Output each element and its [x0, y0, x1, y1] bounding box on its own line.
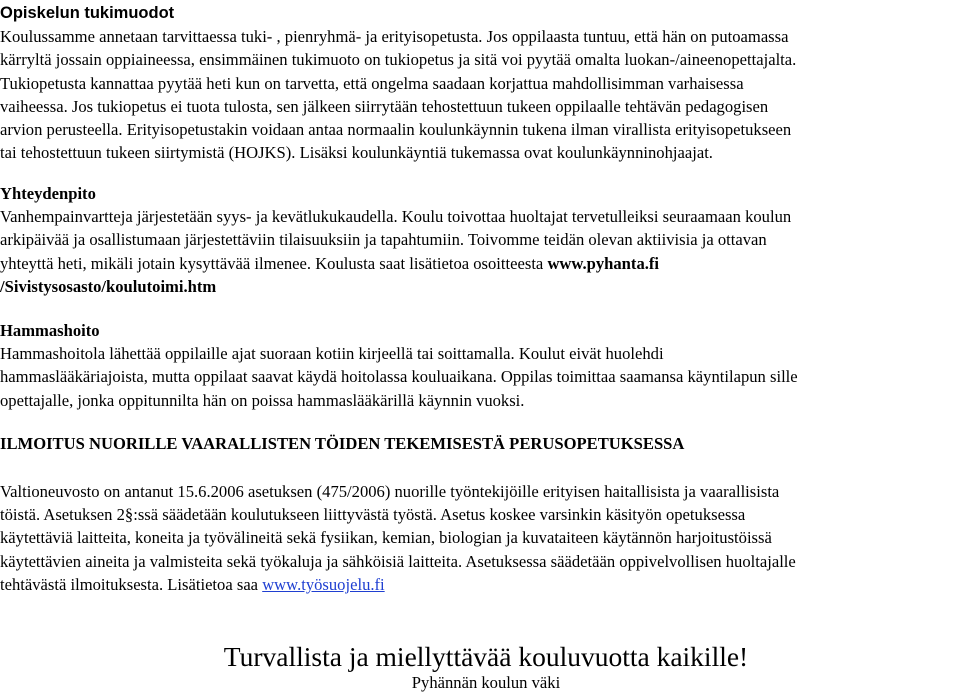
- section-yhteydenpito: [0, 182, 791, 298]
- section-ilmoitus-heading: [0, 432, 684, 455]
- closing-signature: Pyhännän koulun väki: [411, 673, 561, 692]
- paragraph-line: käytettävien aineita ja valmisteita sekä työkaluja ja sähköisiä laitteita. Asetuksessa säädetään oppivelvollisen huoltajalle: [0, 551, 796, 571]
- closing-slogan: Turvallista ja miellyttävää kouluvuotta kaikille!: [223, 641, 749, 672]
- paragraph-line: arkipäivää ja osallistumaan järjestettäviin tilaisuuksiin ja tapahtumiin. Toivomme teidän olevan aktiivisia ja ottavan: [0, 230, 767, 250]
- paragraph-line: töistä. Asetuksen 2§:ssä säädetään koulutukseen liittyvästä työstä. Asetus koskee varsinkin käsityön opetuksessa: [0, 505, 746, 525]
- paragraph-line: [0, 275, 791, 298]
- paragraph-line: kärryltä jossain oppiaineessa, ensimmäinen tukimuoto on tukiopetus ja sitä voi pyytää omalta luokan-/aineenopettajalta.: [0, 50, 797, 70]
- section-title-tukimuodot: Opiskelun tukimuodot: [0, 4, 175, 22]
- paragraph-line: arvion perusteella. Erityisopetustakin voidaan antaa normaalin koulunkäynnin tukena ilman virallista erityisopetukseen: [0, 120, 792, 140]
- section-hammashoito: [0, 319, 798, 412]
- paragraph-line: käytettäviä laitteita, koneita ja työvälineitä sekä fysiikan, kemian, biologian ja kuvataiteen käytännön harjoitustöissä: [0, 528, 772, 548]
- website-url-part1: www.pyhanta.fi: [547, 253, 660, 273]
- section-tukimuodot: [0, 2, 796, 164]
- paragraph-line: hammaslääkäriajoista, mutta oppilaat saavat käydä hoitolassa kouluaikana. Oppilas toimittaa saamansa käyntilapun sille: [0, 367, 798, 387]
- paragraph-line: [0, 573, 796, 596]
- paragraph-text: tehtävästä ilmoituksesta. Lisätietoa saa: [0, 574, 263, 594]
- paragraph-line: Hammashoitola lähettää oppilaille ajat suoraan kotiin kirjeellä tai soittamalla. Koulut eivät huolehdi: [0, 344, 664, 364]
- paragraph-line: [0, 252, 791, 275]
- paragraph-line: Tukiopetusta kannattaa pyytää heti kun on tarvetta, että ongelma saadaan korjattua mahdollisimman varhaisessa: [0, 73, 744, 93]
- paragraph-line: Koulussamme annetaan tarvittaessa tuki- , pienryhmä- ja erityisopetusta. Jos oppilaasta tuntuu, että hän on putoamassa: [0, 27, 789, 47]
- section-title-yhteydenpito: Yhteydenpito: [0, 184, 96, 203]
- section-title-hammashoito: Hammashoito: [0, 321, 100, 340]
- paragraph-text: yhteyttä heti, mikäli jotain kysyttävää ilmenee. Koulusta saat lisätietoa osoitteesta: [0, 253, 548, 273]
- paragraph-line: Valtioneuvosto on antanut 15.6.2006 asetuksen (475/2006) nuorille työntekijöille erityisen haitallisista ja vaarallisista: [0, 482, 780, 501]
- paragraph-line: vaiheessa. Jos tukiopetus ei tuota tulosta, sen jälkeen siirrytään tehostettuun tukeen oppilaalle tehtävän pedagogisen: [0, 96, 769, 116]
- section-ilmoitus-body: [0, 480, 796, 596]
- tyosuojelu-link[interactable]: www.työsuojelu.fi: [262, 574, 385, 594]
- paragraph-line: tai tehostettuun tukeen siirtymistä (HOJKS). Lisäksi koulunkäyntiä tukemassa ovat koulunkäynninohjaajat.: [0, 143, 713, 163]
- website-url-part2: /Sivistysosasto/koulutoimi.htm: [0, 276, 217, 296]
- paragraph-line: Vanhempainvartteja järjestetään syys- ja kevätlukukaudella. Koulu toivottaa huoltajat tervetulleiksi seuraamaan koulun: [0, 207, 792, 227]
- section-title-ilmoitus: ILMOITUS NUORILLE VAARALLISTEN TÖIDEN TEKEMISESTÄ PERUSOPETUKSESSA: [0, 434, 685, 453]
- paragraph-line: opettajalle, jonka oppitunnilta hän on poissa hammaslääkärillä käynnin vuoksi.: [0, 390, 525, 410]
